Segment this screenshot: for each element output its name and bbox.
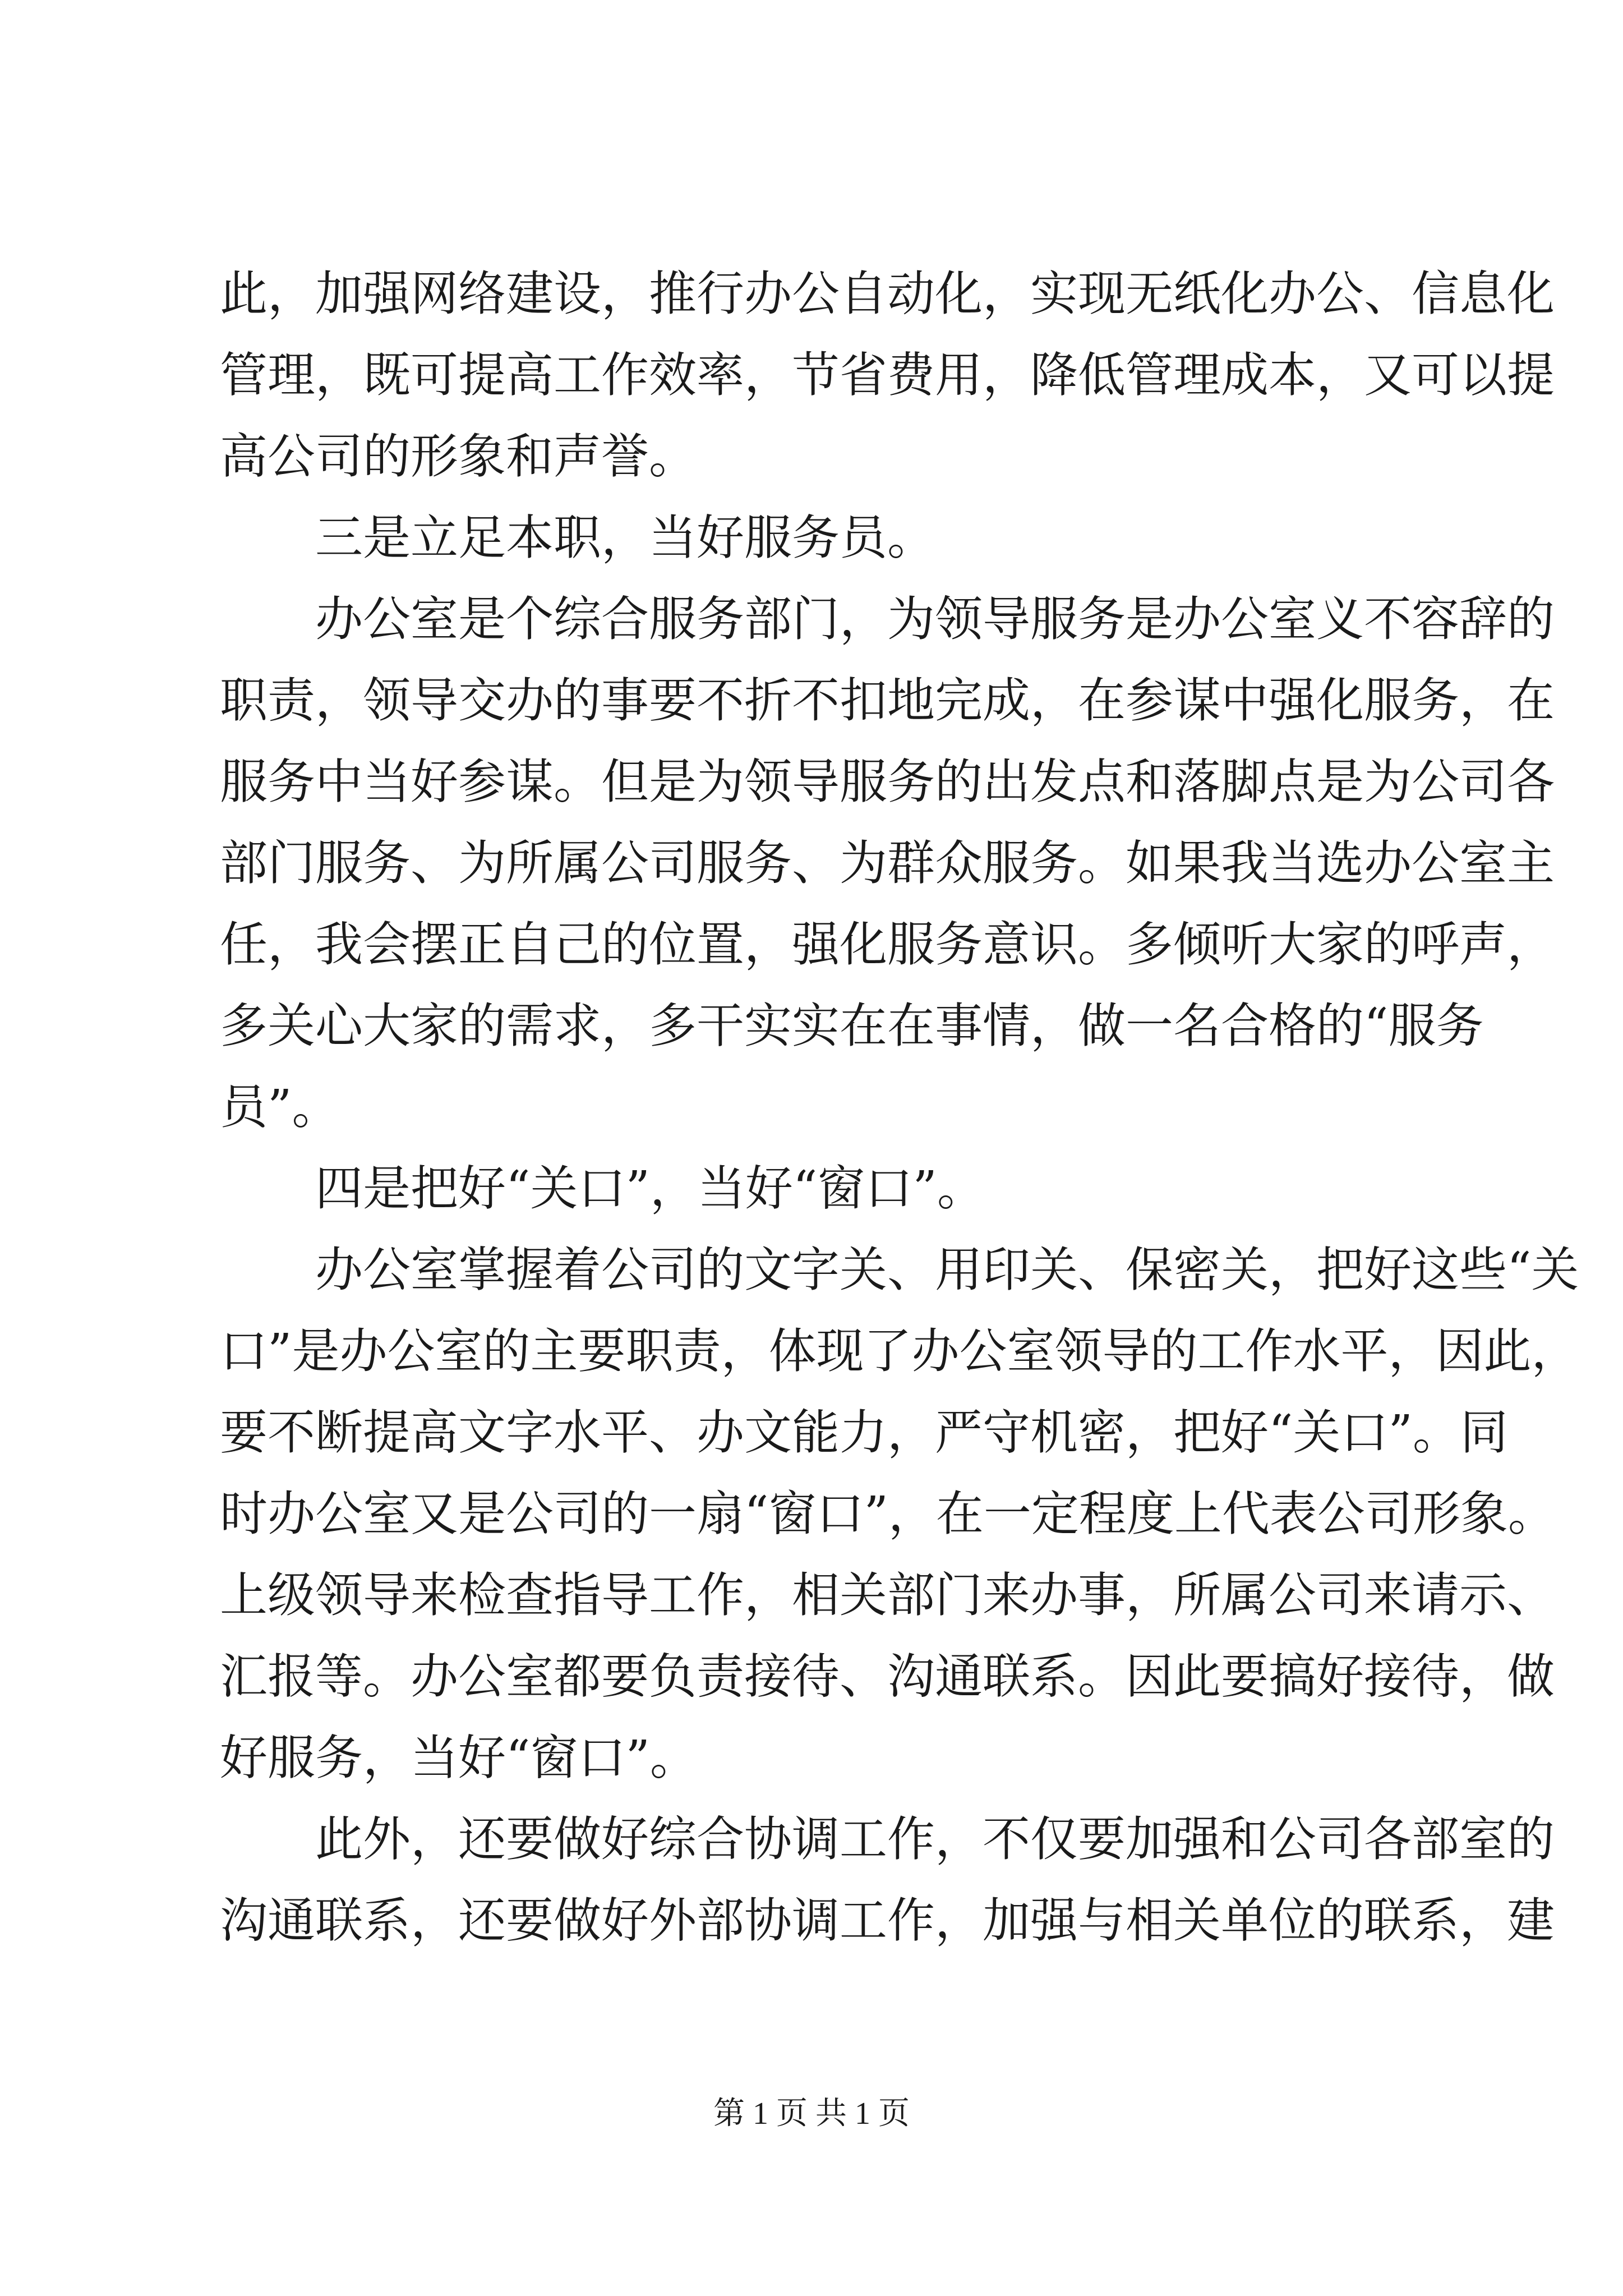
text-line: 高公司的形象和声誉。 — [220, 429, 697, 485]
text-line: 任，我会摆正自己的位置，强化服务意识。多倾听大家的呼声， — [220, 917, 1555, 973]
text-line: 多关心大家的需求，多干实实在在事情，做一名合格的“服务 — [220, 999, 1484, 1054]
text-line: 部门服务、为所属公司服务、为群众服务。如果我当选办公室主 — [220, 836, 1555, 891]
text-line: 四是把好“关口”，当好“窗口”。 — [220, 1161, 985, 1217]
text-line: 要不断提高文字水平、办文能力，严守机密，把好“关口”。同 — [220, 1405, 1508, 1461]
text-line: 上级领导来检查指导工作，相关部门来办事，所属公司来请示、 — [220, 1568, 1555, 1623]
text-line: 口”是办公室的主要职责，体现了办公室领导的工作水平，因此， — [220, 1324, 1579, 1379]
text-line: 此，加强网络建设，推行办公自动化，实现无纸化办公、信息化 — [220, 266, 1555, 322]
text-line: 此外，还要做好综合协调工作，不仅要加强和公司各部室的 — [220, 1812, 1555, 1867]
text-line: 好服务，当好“窗口”。 — [220, 1731, 698, 1786]
text-line: 管理，既可提高工作效率，节省费用，降低管理成本，又可以提 — [220, 348, 1555, 403]
text-line: 办公室是个综合服务部门，为领导服务是办公室义不容辞的 — [220, 592, 1555, 647]
text-line: 汇报等。办公室都要负责接待、沟通联系。因此要搞好接待，做 — [220, 1649, 1555, 1705]
text-line: 办公室掌握着公司的文字关、用印关、保密关，把好这些“关 — [220, 1243, 1579, 1298]
text-line: 三是立足本职，当好服务员。 — [220, 510, 935, 566]
text-line: 沟通联系，还要做好外部协调工作，加强与相关单位的联系，建 — [220, 1893, 1555, 1949]
text-line: 职责，领导交办的事要不折不扣地完成，在参谋中强化服务，在 — [220, 673, 1555, 729]
text-line: 服务中当好参谋。但是为领导服务的出发点和落脚点是为公司各 — [220, 754, 1555, 810]
text-line: 员”。 — [220, 1080, 340, 1135]
page-footer: 第 1 页 共 1 页 — [713, 2096, 910, 2131]
text-line: 时办公室又是公司的一扇“窗口”，在一定程度上代表公司形象。 — [220, 1487, 1556, 1542]
